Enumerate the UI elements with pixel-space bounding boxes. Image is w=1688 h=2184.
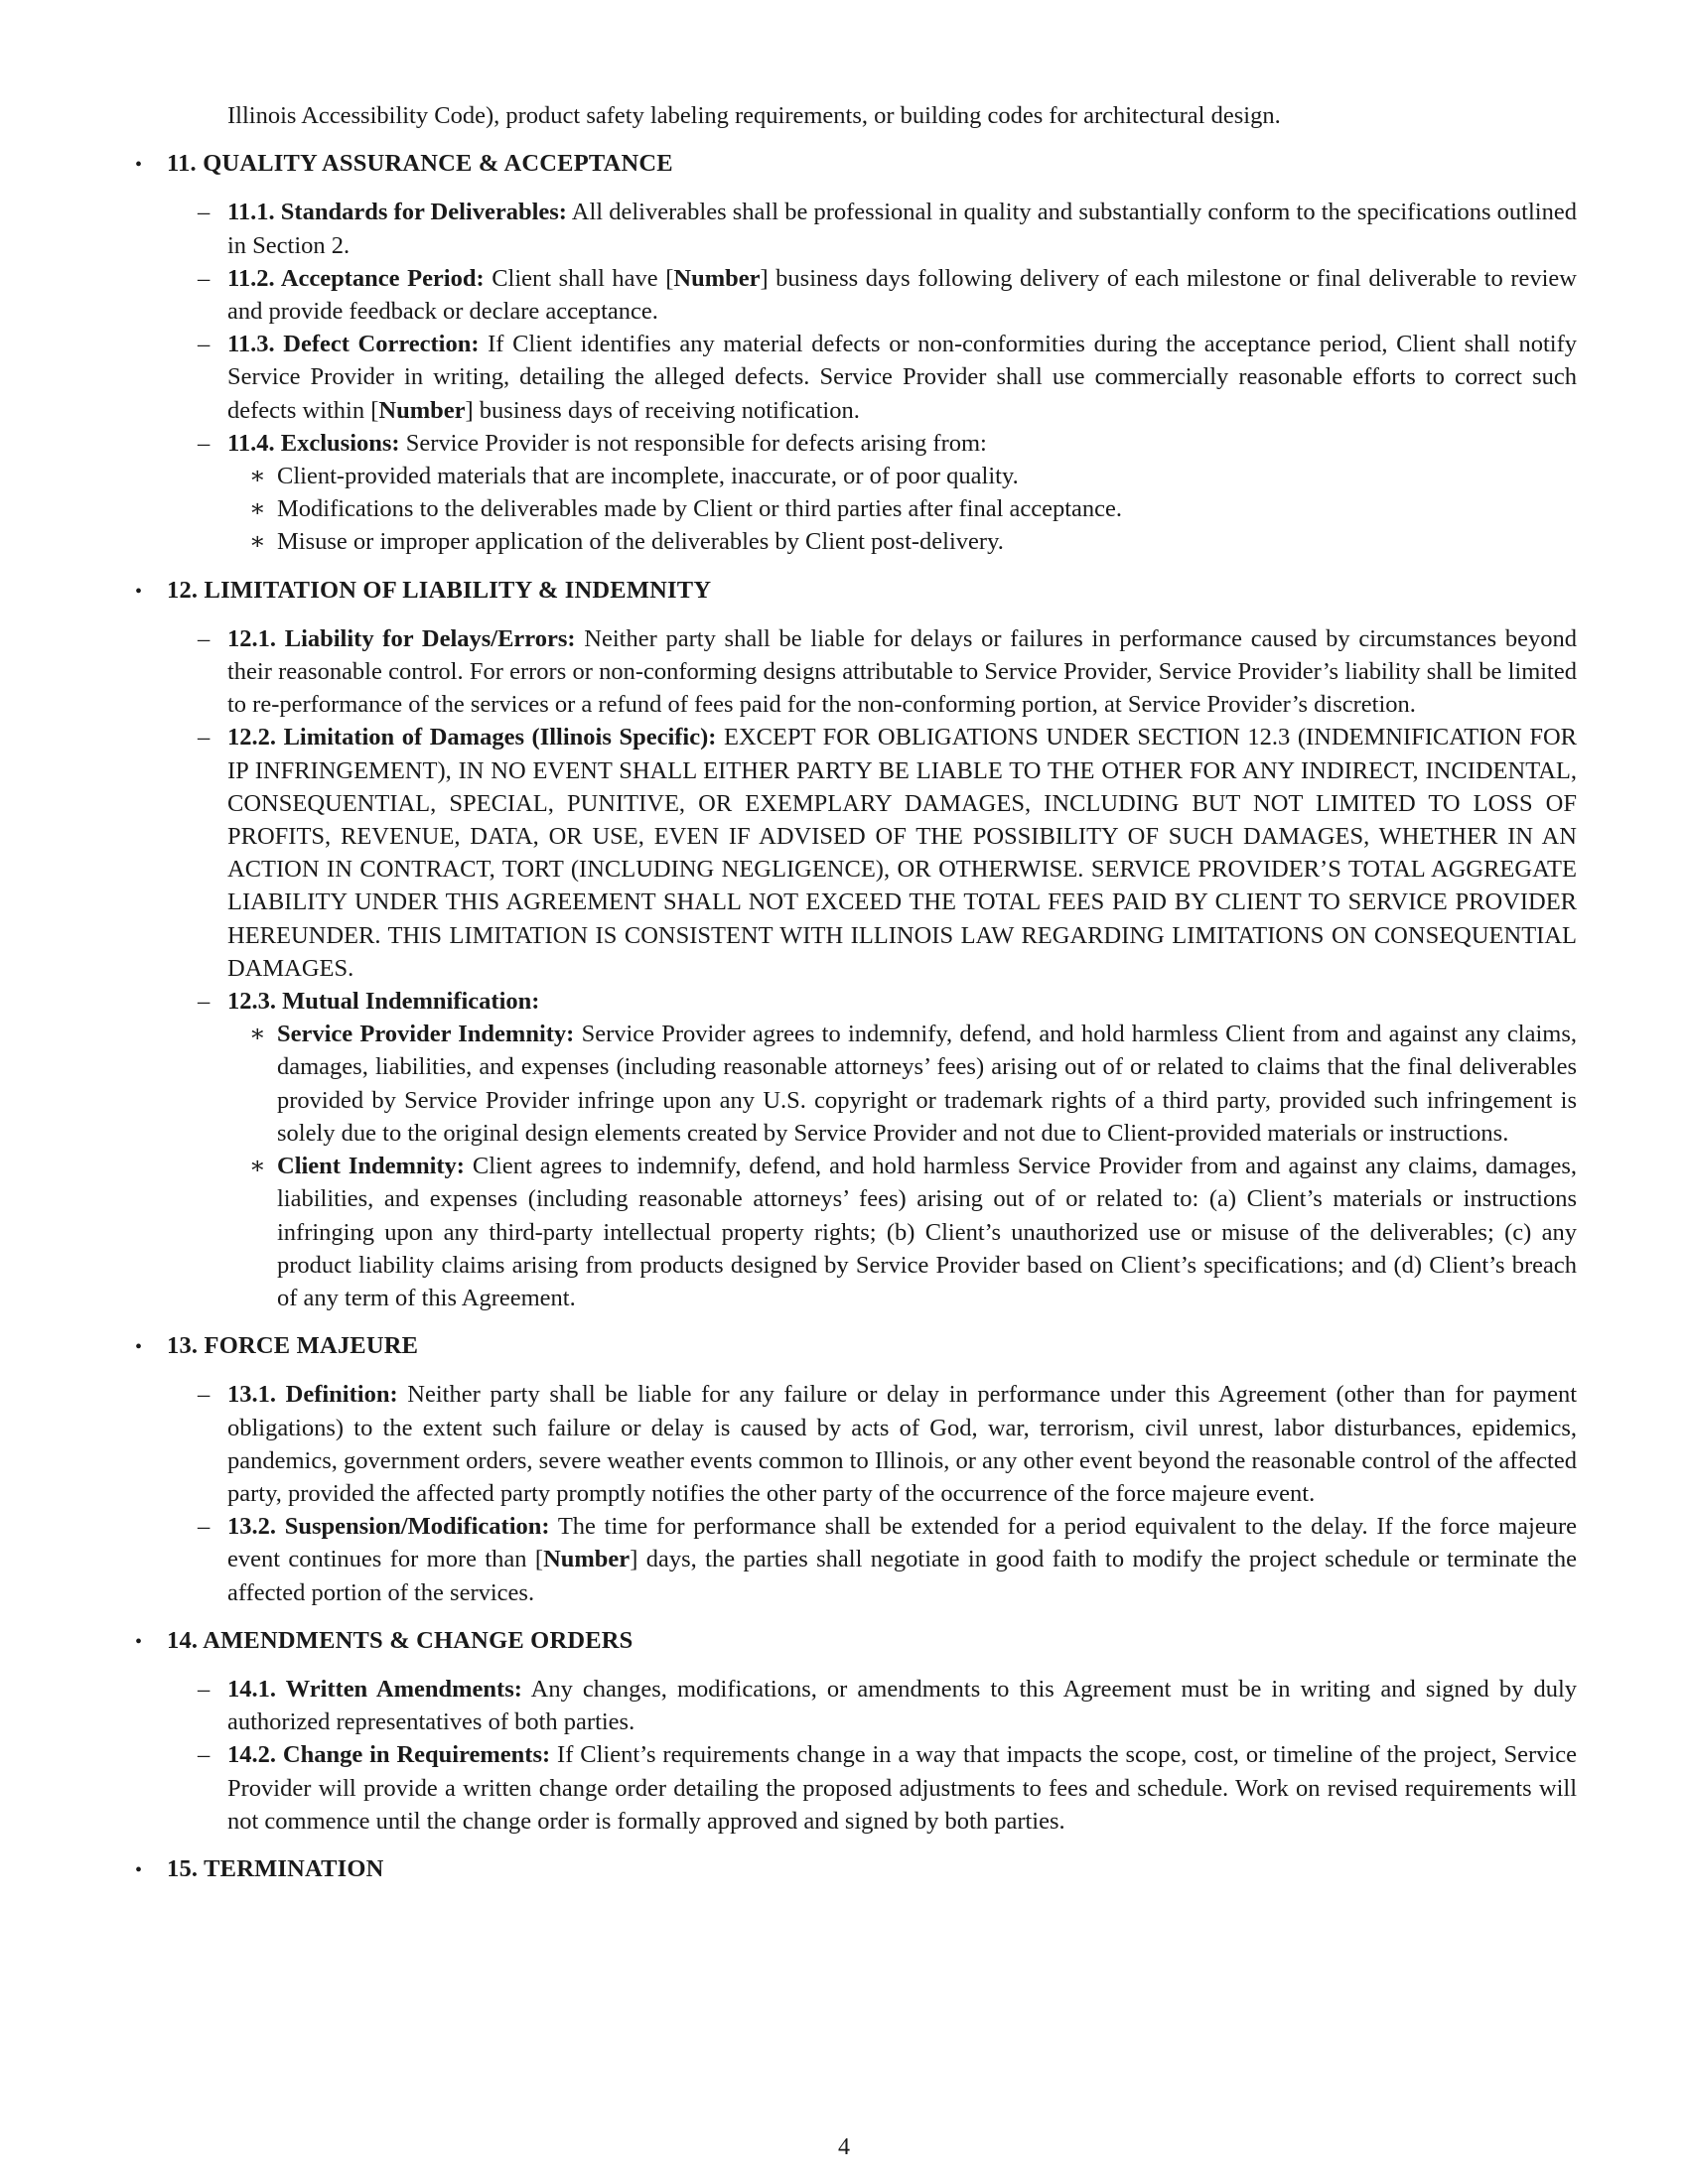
list-item-text: Client-provided materials that are incomplete, inaccurate, or of poor quality. [277,463,1019,490]
clause-12-1 [198,622,1577,722]
section-title: 14. AMENDMENTS & CHANGE ORDERS [167,1626,633,1654]
clause-text: Neither party shall be liable for any failure or delay in performance under this Agreement (other than for payment obligations) to the extent such failure or delay is caused by acts of God, war, terrorism, civil unrest, labor disturbances, epidemics, pandemics, government orders, severe weather events common to Illinois, or any other event beyond the reasonable control of the affected party, provided the affected party promptly notifies the other party of the occurrence of the force majeure event. [227,1381,1577,1507]
clause-text: If Client identifies any material defects or non-conformities during the acceptance period, Client shall notify Service Provider in writing, detailing the alleged defects. Service Provider shall use commercially reasonable efforts to correct such defects within [ [227,331,1577,424]
dash-icon: – [198,724,211,751]
list-item-text: Service Provider agrees to indemnify, defend, and hold harmless Client from and against any claims, damages, liabilities, and expenses (including reasonable attorneys’ fees) arising out of or related to claims that the final deliverables provided by Service Provider infringe upon any U.S. copyright or trademark rights of a third party, provided such infringement is solely due to the original design elements created by Service Provider and not due to Client-provided materials or instructions. [277,1021,1577,1147]
dash-icon: – [198,1513,211,1541]
bullet-icon: • [135,154,143,177]
bullet-icon: • [135,1858,143,1881]
section-title: 15. TERMINATION [167,1854,384,1882]
item-label: Service Provider Indemnity: [277,1021,575,1048]
asterisk-icon: ∗ [249,1021,266,1048]
clause-13-2 [198,1510,1577,1609]
section-heading [135,1852,1577,1887]
clause-text: Client shall have [ [484,264,674,292]
clause-label: 13.1. Definition: [227,1381,398,1409]
list-item [249,1150,1577,1314]
clause-text: Any changes, modifications, or amendments to this Agreement must be in writing and signed by duly authorized representatives of both parties. [227,1675,1578,1736]
section-title: 11. QUALITY ASSURANCE & ACCEPTANCE [167,150,673,178]
section-heading [135,1329,1577,1364]
dash-icon: – [198,1381,211,1409]
clause-label: 11.1. Standards for Deliverables: [227,199,567,226]
clause-11-1 [198,196,1577,261]
clause-13-1 [198,1378,1577,1510]
clause-label: 11.4. Exclusions: [227,429,400,457]
dash-icon: – [198,624,211,652]
list-item [249,1018,1577,1150]
placeholder-number: Number [378,396,466,424]
bullet-icon: • [135,580,143,603]
clause-label: 11.2. Acceptance Period: [227,264,485,292]
list-item-text: Modifications to the deliverables made by Client or third parties after final acceptance. [277,495,1123,523]
list-item-text: Misuse or improper application of the deliverables by Client post-delivery. [277,528,1004,556]
clause-label: 11.3. Defect Correction: [227,331,480,358]
section-heading [135,574,1577,609]
clause-text: All deliverables shall be professional in quality and substantially conform to the specifications outlined in Section 2. [227,199,1577,259]
section-14 [135,1624,1578,1838]
clause-text: If Client’s requirements change in a way that impacts the scope, cost, or timeline of the project, Service Provider will provide a written change order detailing the proposed adjustments to fees and schedule. Work on revised requirements will not commence until the change order is formally approved and signed by both parties. [227,1741,1577,1835]
clause-label: 12.2. Limitation of Damages (Illinois Specific): [227,724,717,751]
clause-11-4 [198,427,1577,559]
clause-label: 12.3. Mutual Indemnification: [227,988,540,1016]
clause-label: 14.1. Written Amendments: [227,1675,522,1703]
clause-text: Service Provider is not responsible for defects arising from: [399,429,987,457]
clause-text: The time for performance shall be extended for a period equivalent to the delay. If the force majeure event continues for more than [ [227,1513,1577,1573]
clause-11-2 [198,262,1577,328]
dash-icon: – [198,264,211,292]
clause-label: 13.2. Suspension/Modification: [227,1513,550,1541]
section-title: 12. LIMITATION OF LIABILITY & INDEMNITY [167,576,712,604]
clause-12-2 [198,721,1577,985]
list-item-text: Client agrees to indemnify, defend, and hold harmless Service Provider from and against any claims, damages, liabilities, and expenses (including reasonable attorneys’ fees) arising out of or related to: (a) Client’s materials or instructions infringing upon any third-party intellectual property rights; (b) Client’s unauthorized use or misuse of the deliverables; (c) any product liability claims arising from products designed by Service Provider based on Client’s specifications; and (d) Client’s breach of any term of this Agreement. [277,1153,1577,1311]
clause-label: 14.2. Change in Requirements: [227,1741,551,1769]
asterisk-icon: ∗ [249,495,266,523]
clause-text: Neither party shall be liable for delays or failures in performance caused by circumstances beyond their reasonable control. For errors or non-conforming designs attributable to Service Provider, Service Provider’s liability shall be limited to re-performance of the services or a refund of fees paid for the non-conforming portion, at Service Provider’s discretion. [227,624,1577,719]
clause-text: ] business days of receiving notification. [465,396,860,424]
clause-12-3 [198,985,1577,1314]
dash-icon: – [198,429,211,457]
clause-label: 12.1. Liability for Delays/Errors: [227,624,576,652]
section-12 [135,574,1577,1314]
section-15 [135,1852,1577,1887]
clause-11-3 [198,328,1577,427]
list-item [249,492,1577,525]
clause-14-2 [198,1738,1577,1838]
asterisk-icon: ∗ [249,463,266,490]
clause-text: ] business days following delivery of each milestone or final deliverable to review and provide feedback or declare acceptance. [227,264,1577,326]
clause-14-1 [198,1673,1578,1738]
dash-icon: – [198,988,211,1016]
section-11 [135,147,1577,558]
clause-text: ] days, the parties shall negotiate in good faith to modify the project schedule or terminate the affected portion of the services. [227,1546,1577,1606]
clause-text: EXCEPT FOR OBLIGATIONS UNDER SECTION 12.3 (INDEMNIFICATION FOR IP INFRINGEMENT), IN NO EVENT SHALL EITHER PARTY BE LIABLE TO THE OTHER FOR ANY INDIRECT, INCIDENTAL, CONSEQUENTIAL, SPECIAL, PUNITIVE, OR EXEMPLARY DAMAGES, INCLUDING BUT NOT LIMITED TO LOSS OF PROFITS, REVENUE, DATA, OR USE, EVEN IF ADVISED OF THE POSSIBILITY OF SUCH DAMAGES, WHETHER IN AN ACTION IN CONTRACT, TORT (INCLUDING NEGLIGENCE), OR OTHERWISE. SERVICE PROVIDER’S TOTAL AGGREGATE LIABILITY UNDER THIS AGREEMENT SHALL NOT EXCEED THE TOTAL FEES PAID BY CLIENT TO SERVICE PROVIDER HEREUNDER. THIS LIMITATION IS CONSISTENT WITH ILLINOIS LAW REGARDING LIMITATIONS ON CONSEQUENTIAL DAMAGES. [227,724,1577,982]
asterisk-icon: ∗ [249,1153,266,1180]
placeholder-number: Number [673,264,761,292]
bullet-icon: • [135,1630,143,1653]
document-body [135,99,1578,1887]
dash-icon: – [198,331,211,358]
asterisk-icon: ∗ [249,528,266,556]
list-item [249,525,1577,558]
bullet-icon: • [135,1336,143,1359]
dash-icon: – [198,199,211,226]
carryover-paragraph: Illinois Accessibility Code), product safety labeling requirements, or building codes for architectural design. [227,102,1281,129]
placeholder-number: Number [543,1546,631,1573]
section-title: 13. FORCE MAJEURE [167,1332,419,1360]
page-number: 4 [838,2134,850,2160]
dash-icon: – [198,1675,211,1703]
section-heading [135,147,1577,182]
section-13 [135,1329,1577,1609]
list-item [249,460,1577,492]
item-label: Client Indemnity: [277,1153,465,1180]
section-heading [135,1624,1577,1659]
dash-icon: – [198,1741,211,1769]
